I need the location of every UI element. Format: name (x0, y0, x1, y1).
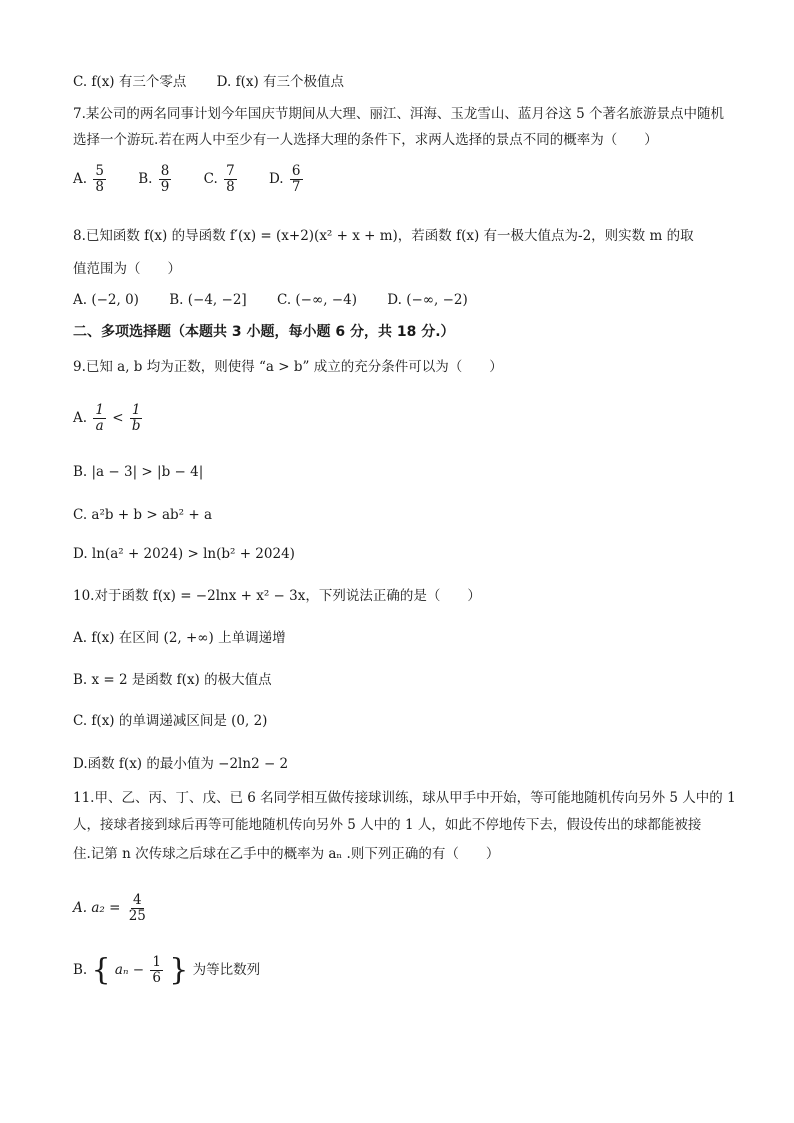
q7-option-b-denominator: 9 (160, 179, 170, 195)
q6-option-c[interactable]: C. f(x) 有三个零点 (73, 74, 187, 90)
q9-option-b[interactable]: B. |a − 3| > |b − 4| (73, 464, 204, 480)
q9-option-a-left-denominator: a (95, 418, 104, 434)
q7-stem-line1: 7.某公司的两名同事计划今年国庆节期间从大理、丽江、洱海、玉龙雪山、蓝月谷这 5 个著名旅游景点中随机 (73, 106, 725, 122)
q8-option-b[interactable]: B. (−4, −2] (169, 292, 247, 308)
q9-option-a-left-numerator: 1 (95, 402, 104, 418)
q7-option-a-denominator: 8 (95, 179, 104, 195)
q7-option-b-fraction (159, 164, 172, 195)
left-brace-icon: { (91, 952, 111, 988)
q7-option-a-label: A. (73, 171, 88, 187)
q7-option-c-label: C. (203, 171, 218, 187)
q10-option-c[interactable]: C. f(x) 的单调递减区间是 (0, 2) (73, 713, 268, 729)
q7-option-b[interactable] (138, 162, 173, 196)
q11-option-a-fraction (127, 893, 148, 924)
q7-option-c-fraction (224, 164, 237, 195)
q11-option-a-denominator: 25 (128, 908, 146, 924)
q7-option-b-numerator: 8 (160, 163, 170, 179)
q11-stem-line3: 住.记第 n 次传球之后球在乙手中的概率为 aₙ .则下列正确的有（ ） (73, 846, 500, 862)
q9-option-a-left-fraction (93, 403, 106, 434)
q11-option-b-tail: 为等比数列 (192, 962, 261, 978)
q7-option-d[interactable] (269, 162, 305, 196)
q9-option-c[interactable]: C. a²b + b > ab² + a (73, 507, 213, 523)
q11-option-b-numerator: 1 (152, 954, 161, 970)
q7-option-c[interactable] (204, 162, 239, 196)
q7-option-c-numerator: 7 (226, 163, 235, 179)
q9-stem: 9.已知 a, b 均为正数，则使得 “a > b” 成立的充分条件可以为（ ） (73, 359, 503, 375)
section-heading-multiple-choice: 二、多项选择题（本题共 3 小题，每小题 6 分，共 18 分.） (73, 324, 455, 340)
right-brace-icon: } (169, 952, 189, 988)
q11-option-b-term: aₙ − (114, 962, 145, 978)
q9-option-a-relation: < (112, 410, 124, 426)
q9-option-a-right-denominator: b (131, 418, 141, 434)
q7-option-d-numerator: 6 (291, 163, 301, 179)
q10-option-b[interactable]: B. x = 2 是函数 f(x) 的极大值点 (73, 672, 272, 688)
q11-stem-line2: 人，接球者接到球后再等可能地随机传向另外 5 人中的 1 人，如此不停地传下去，假设传出的球都能被接 (73, 817, 702, 833)
q11-option-b-denominator: 6 (152, 970, 161, 986)
q9-option-a[interactable] (73, 400, 145, 436)
q11-option-a-numerator: 4 (133, 892, 142, 908)
q8-stem-line1: 8.已知函数 f(x) 的导函数 f′(x) = (x+2)(x² + x + m)，若函数 f(x) 有一极大值点为-2，则实数 m 的取 (73, 228, 694, 244)
q8-option-a[interactable]: A. (−2, 0) (73, 292, 139, 308)
q10-option-d[interactable]: D.函数 f(x) 的最小值为 −2ln2 − 2 (73, 756, 289, 772)
q8-option-c[interactable]: C. (−∞, −4) (276, 292, 357, 308)
q8-options-row (73, 290, 494, 310)
q7-option-d-label: D. (268, 171, 284, 187)
q11-option-b-label: B. (73, 962, 88, 978)
q7-option-a-numerator: 5 (95, 163, 104, 179)
q7-option-d-fraction (290, 164, 303, 195)
q11-option-b-fraction (150, 955, 163, 986)
q11-stem-line1: 11.甲、乙、丙、丁、戊、已 6 名同学相互做传接球训练，球从甲手中开始，等可能地随机传向另外 5 人中的 1 (73, 790, 736, 806)
q7-options-row (73, 162, 331, 196)
q7-option-d-denominator: 7 (291, 179, 301, 195)
q6-options-row (73, 72, 370, 92)
q9-option-a-right-numerator: 1 (131, 402, 141, 418)
q9-option-a-label: A. (73, 410, 88, 426)
q7-stem-line2: 选择一个游玩.若在两人中至少有一人选择大理的条件下，求两人选择的景点不同的概率为（ ） (73, 132, 658, 148)
q10-stem: 10.对于函数 f(x) = −2lnx + x² − 3x，下列说法正确的是（ ） (73, 588, 481, 604)
q8-stem-line2: 值范围为（ ） (73, 261, 181, 277)
q7-option-a-fraction (93, 164, 106, 195)
q9-option-d[interactable]: D. ln(a² + 2024) > ln(b² + 2024) (73, 546, 295, 562)
q9-option-a-right-fraction (130, 403, 143, 434)
q7-option-b-label: B. (138, 171, 153, 187)
q10-option-a[interactable]: A. f(x) 在区间 (2, +∞) 上单调递增 (73, 630, 286, 646)
q6-option-d[interactable]: D. f(x) 有三个极值点 (216, 74, 345, 90)
q11-option-a-label: A. a₂ = (73, 900, 121, 916)
q7-option-c-denominator: 8 (226, 179, 235, 195)
q11-option-b[interactable] (73, 950, 260, 990)
q7-option-a[interactable] (73, 162, 108, 196)
q8-option-d[interactable]: D. (−∞, −2) (387, 292, 468, 308)
q11-option-a[interactable] (73, 890, 150, 926)
